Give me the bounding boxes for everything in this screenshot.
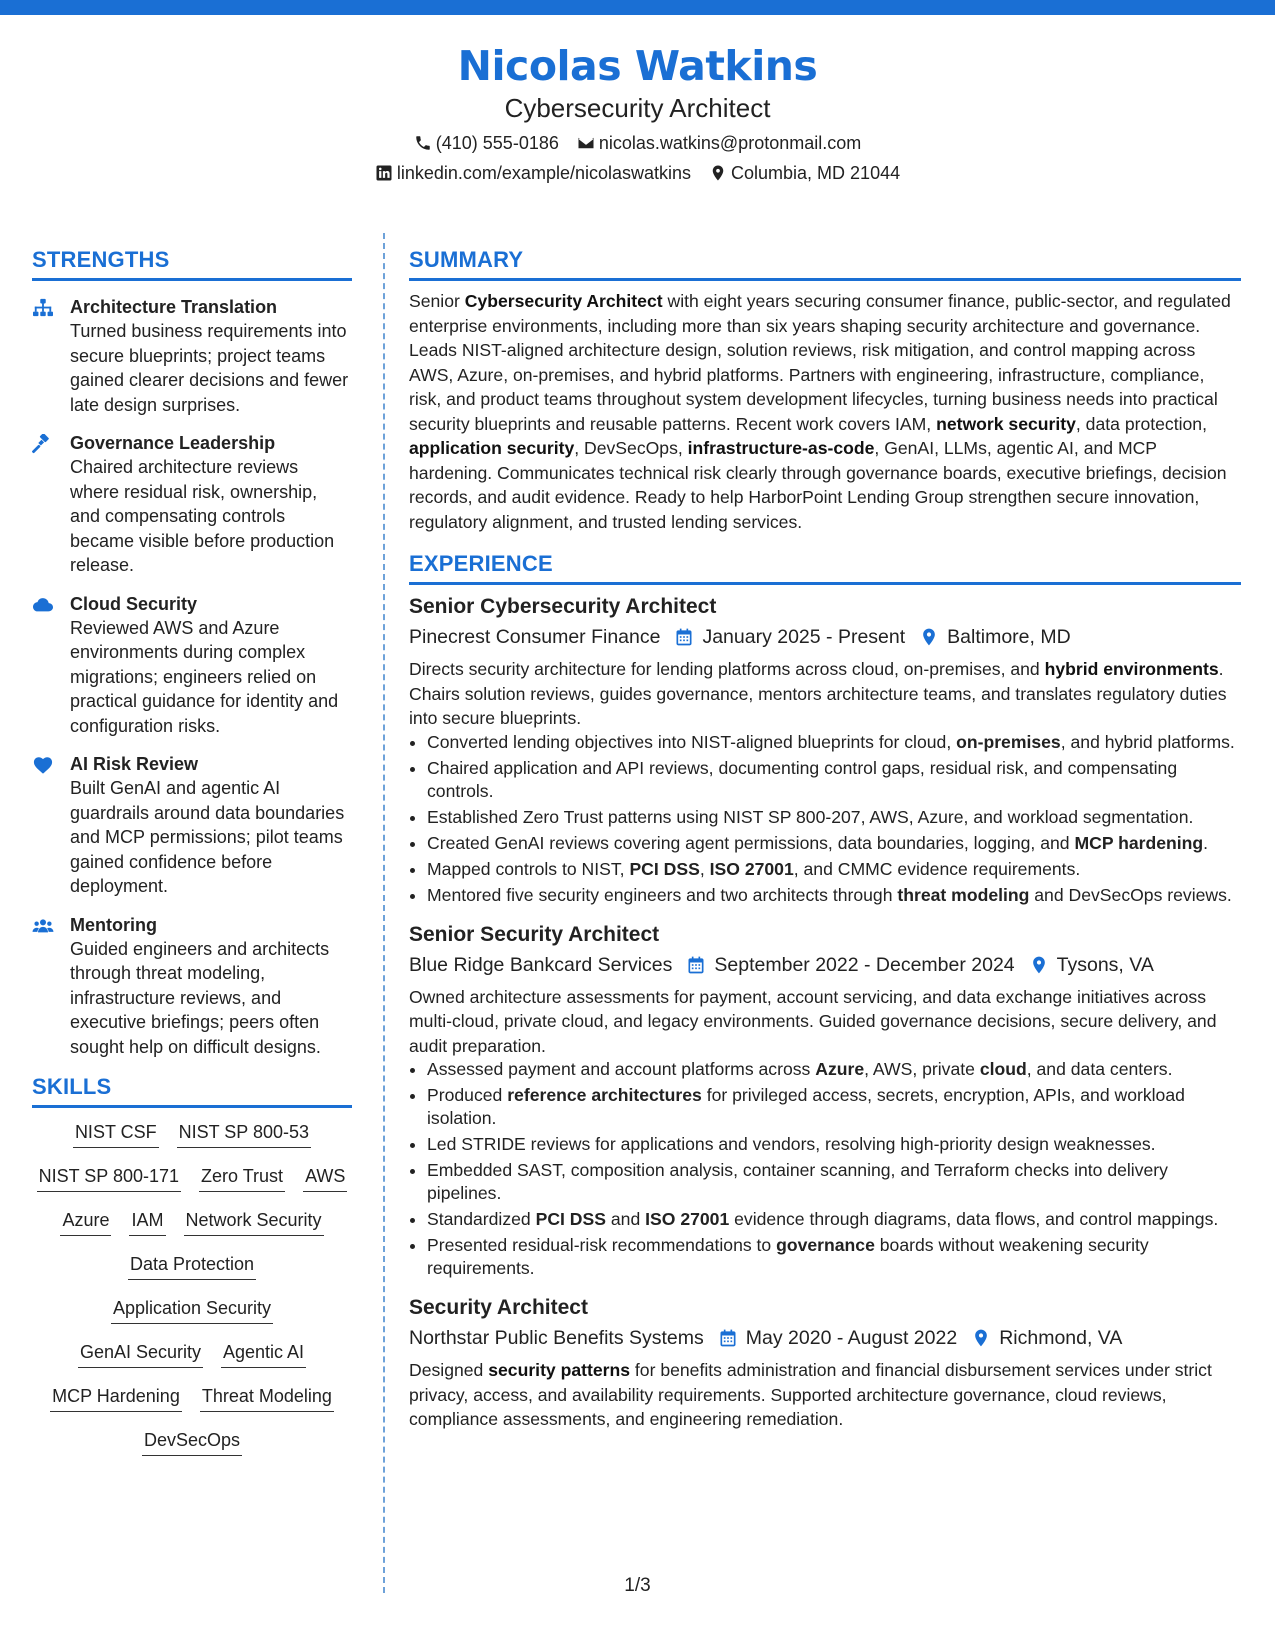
text-run: for benefits administration and financial disbursement services under strict privacy, access, and availability requirements. Supported architecture governance, cloud reviews, compliance assessments, and engineering remediation. — [409, 1360, 1212, 1429]
job-meta — [409, 623, 1241, 651]
job-bullet — [427, 832, 1241, 855]
text-run: Mapped controls to NIST, — [427, 858, 630, 879]
bold-keyword: ISO 27001 — [709, 858, 794, 879]
job-location: Tysons, VA — [1056, 953, 1154, 976]
text-run: Converted lending objectives into NIST-aligned blueprints for cloud, — [427, 731, 957, 752]
job-bullets — [409, 1058, 1241, 1280]
job-title: Security Architect — [409, 1296, 588, 1319]
page-number: 1/3 — [624, 1575, 651, 1596]
resume-header — [0, 40, 1275, 186]
strength-item — [32, 431, 352, 578]
skill-tag: Zero Trust — [199, 1164, 285, 1192]
location-text: Columbia, MD 21044 — [731, 163, 901, 183]
summary-rule — [409, 278, 1241, 281]
text-run: Standardized — [427, 1209, 536, 1229]
bold-keyword: on-premises — [956, 731, 1061, 752]
job-description — [409, 1358, 1241, 1432]
linkedin-text[interactable]: linkedin.com/example/nicolaswatkins — [396, 163, 692, 183]
text-run: Senior — [409, 291, 465, 311]
phone-text: (410) 555-0186 — [435, 133, 559, 153]
skills-row — [32, 1120, 352, 1148]
job-entry — [409, 593, 1241, 907]
experience-rule — [409, 582, 1241, 585]
job-dates: September 2022 - December 2024 — [714, 953, 1015, 976]
experience-list — [409, 593, 1241, 1432]
skill-tag: Application Security — [111, 1296, 273, 1324]
skill-tag: Threat Modeling — [200, 1384, 334, 1412]
text-run: , AWS, private — [864, 1059, 980, 1079]
users-icon — [32, 916, 54, 936]
strength-title: AI Risk Review — [70, 754, 199, 774]
text-run: for privileged access, secrets, encryption, APIs, and workload isolation. — [427, 1085, 1185, 1128]
job-description — [409, 985, 1241, 1059]
bold-keyword: governance — [776, 1235, 875, 1255]
bold-keyword: PCI DSS — [535, 1209, 606, 1229]
job-bullet — [427, 1159, 1241, 1205]
text-run: Created GenAI reviews covering agent permissions, data boundaries, logging, and — [427, 832, 1075, 853]
strength-item — [32, 295, 352, 417]
calendar-icon-wrap — [718, 1328, 738, 1348]
strength-title: Governance Leadership — [70, 433, 276, 453]
skill-tag: AWS — [303, 1164, 347, 1192]
map-pin-icon-wrap — [919, 627, 939, 647]
job-bullet — [427, 1084, 1241, 1130]
text-run: Presented residual-risk recommendations to — [427, 1235, 777, 1255]
job-meta — [409, 1324, 1241, 1352]
job-bullet — [427, 1208, 1241, 1231]
cloud-icon — [32, 595, 54, 615]
strength-desc: Turned business requirements into secure blueprints; project teams gained clearer decisions and fewer late design surprises. — [70, 321, 349, 415]
text-run: . — [1203, 832, 1209, 853]
job-bullets — [409, 731, 1241, 907]
job-dates: May 2020 - August 2022 — [745, 1327, 958, 1349]
job-company: Blue Ridge Bankcard Services — [409, 953, 673, 976]
map-pin-icon — [919, 627, 939, 647]
calendar-icon — [686, 955, 706, 975]
bold-keyword: application security — [409, 438, 575, 458]
skill-tag: Network Security — [184, 1208, 324, 1236]
skill-tag: NIST SP 800-53 — [177, 1120, 311, 1148]
skill-tag: NIST CSF — [73, 1120, 159, 1148]
left-column — [32, 246, 352, 1472]
job-bullet — [427, 757, 1241, 803]
text-run: Led STRIDE reviews for applications and vendors, resolving high-priority design weaknesses. — [427, 1134, 1156, 1154]
skill-tag: NIST SP 800-171 — [37, 1164, 181, 1192]
text-run: Owned architecture assessments for payment, account servicing, and data exchange initiatives across multi-cloud, private cloud, and legacy environments. Guided governance decisions, secure delivery, and audit preparation. — [409, 986, 1217, 1056]
job-description — [409, 657, 1241, 731]
job-location: Richmond, VA — [999, 1327, 1123, 1349]
bold-keyword: ISO 27001 — [645, 1209, 730, 1229]
job-entry — [409, 921, 1241, 1281]
text-run: , and CMMC evidence requirements. — [793, 858, 1081, 879]
skills-list — [32, 1120, 352, 1456]
skills-rule — [32, 1105, 352, 1108]
job-bullet — [427, 731, 1241, 754]
contact-row-2 — [0, 160, 1275, 186]
strengths-rule — [32, 278, 352, 281]
text-run: , DevSecOps, — [574, 438, 688, 458]
text-run: Produced — [427, 1085, 508, 1105]
job-bullet — [427, 1058, 1241, 1081]
bold-keyword: threat modeling — [897, 884, 1030, 905]
text-run: . Chairs solution reviews, guides governance, mentors architecture teams, and translates regulatory duties into secure blueprints. — [409, 659, 1227, 728]
skill-tag: Azure — [60, 1208, 111, 1236]
job-location: Baltimore, MD — [947, 626, 1071, 648]
text-run: boards without weakening security requirements. — [427, 1235, 1149, 1278]
skill-tag: Data Protection — [128, 1252, 256, 1280]
text-run: , GenAI, LLMs, agentic AI, and MCP hardening. Communicates technical risk clearly through governance boards, executive briefings, decision records, and audit evidence. Ready to help HarborPoint Lending Group strengthen secure innovation, regulatory alignment, and trusted lending services. — [409, 438, 1227, 532]
skill-tag: DevSecOps — [142, 1428, 242, 1456]
bold-keyword: cloud — [979, 1059, 1027, 1079]
linkedin-icon — [375, 164, 393, 182]
skills-row — [32, 1428, 352, 1456]
text-run: Directs security architecture for lending platforms across cloud, on-premises, and — [409, 659, 1045, 679]
job-bullet — [427, 1234, 1241, 1280]
heart-icon — [32, 755, 54, 775]
strength-desc: Reviewed AWS and Azure environments during complex migrations; engineers relied on practical guidance for identity and configuration risks. — [70, 617, 339, 736]
skill-tag: MCP Hardening — [50, 1384, 182, 1412]
right-column — [409, 246, 1241, 1432]
strength-title: Cloud Security — [70, 593, 198, 614]
strength-title: Architecture Translation — [70, 297, 278, 317]
phone-icon — [414, 134, 432, 152]
job-title: Senior Cybersecurity Architect — [409, 595, 717, 618]
text-run: with eight years securing consumer finance, public-sector, and regulated enterprise environments, including more than six years shaping security architecture and governance. Leads NIST-aligned architecture design, solution reviews, risk mitigation, and control mapping across AWS, Azure, on-premises, and hybrid platforms. Partners with engineering, infrastructure, compliance, risk, and product teams throughout system development lifecycles, turning business needs into practical security blueprints and reusable patterns. Recent work covers IAM, — [409, 291, 1231, 434]
top-accent-bar — [0, 0, 1275, 15]
text-run: , and data centers. — [1026, 1059, 1173, 1079]
job-entry — [409, 1294, 1241, 1432]
map-pin-icon — [971, 1328, 991, 1348]
map-pin-icon — [1029, 955, 1049, 975]
email-text[interactable]: nicolas.watkins@protonmail.com — [598, 133, 862, 153]
summary-heading: SUMMARY — [409, 247, 524, 272]
summary-text — [409, 289, 1241, 534]
bold-keyword: network security — [936, 413, 1076, 434]
sitemap-icon — [32, 298, 54, 318]
text-run: , and hybrid platforms. — [1060, 731, 1235, 752]
strengths-heading: STRENGTHS — [32, 247, 170, 272]
bold-keyword: reference architectures — [507, 1085, 702, 1105]
email-item[interactable] — [577, 130, 861, 156]
calendar-icon-wrap — [686, 955, 706, 975]
text-run: and DevSecOps reviews. — [1029, 884, 1232, 905]
text-run: , data protection, — [1075, 413, 1207, 434]
skills-row — [32, 1208, 352, 1236]
job-bullet — [427, 858, 1241, 881]
strength-item — [32, 752, 352, 899]
text-run: Assessed payment and account platforms across — [427, 1059, 816, 1079]
job-bullet — [427, 884, 1241, 907]
text-run: Embedded SAST, composition analysis, container scanning, and Terraform checks into delivery pipelines. — [427, 1160, 1168, 1203]
calendar-icon-wrap — [674, 627, 694, 647]
text-run: , — [699, 858, 710, 879]
job-dates: January 2025 - Present — [702, 626, 906, 648]
job-company: Pinecrest Consumer Finance — [409, 626, 661, 648]
skill-tag: IAM — [129, 1208, 165, 1236]
skills-row — [32, 1164, 352, 1192]
text-run: evidence through diagrams, data flows, and control mappings. — [729, 1209, 1219, 1229]
bold-keyword: Azure — [815, 1059, 865, 1079]
skill-tag: Agentic AI — [221, 1340, 306, 1368]
strength-desc: Guided engineers and architects through threat modeling, infrastructure reviews, and executive briefings; peers often sought help on difficult designs. — [70, 938, 330, 1057]
calendar-icon — [718, 1328, 738, 1348]
contact-row-1 — [0, 130, 1275, 156]
calendar-icon — [674, 627, 694, 647]
candidate-name: Nicolas Watkins — [457, 42, 818, 90]
strength-title: Mentoring — [70, 914, 157, 935]
strength-item — [32, 913, 352, 1060]
strength-desc: Built GenAI and agentic AI guardrails around data boundaries and MCP permissions; pilot teams gained confidence before deployment. — [70, 778, 345, 896]
bold-keyword: MCP hardening — [1074, 832, 1204, 853]
strength-item — [32, 592, 352, 739]
bold-keyword: PCI DSS — [629, 858, 700, 879]
strength-desc: Chaired architecture reviews where residual risk, ownership, and compensating controls became visible before production release. — [70, 457, 335, 575]
phone-item — [414, 130, 559, 156]
skills-heading: SKILLS — [32, 1074, 112, 1099]
linkedin-item[interactable] — [375, 160, 691, 186]
map-pin-icon — [709, 164, 727, 182]
bold-keyword: infrastructure-as-code — [687, 438, 875, 458]
skill-tag: GenAI Security — [78, 1340, 203, 1368]
text-run: Mentored five security engineers and two architects through — [427, 884, 898, 905]
job-bullet — [427, 1133, 1241, 1156]
job-title: Senior Security Architect — [409, 922, 660, 946]
experience-heading: EXPERIENCE — [409, 551, 553, 576]
column-divider — [383, 233, 385, 1593]
job-company: Northstar Public Benefits Systems — [409, 1327, 704, 1349]
map-pin-icon-wrap — [971, 1328, 991, 1348]
skills-row — [32, 1252, 352, 1280]
text-run: Chaired application and API reviews, documenting control gaps, residual risk, and compensating controls. — [427, 757, 1178, 801]
bold-keyword: security patterns — [488, 1360, 631, 1380]
map-pin-icon-wrap — [1029, 955, 1049, 975]
skills-row — [32, 1340, 352, 1368]
bold-keyword: hybrid environments — [1044, 659, 1219, 679]
candidate-title: Cybersecurity Architect — [504, 93, 771, 123]
skills-row — [32, 1296, 352, 1324]
location-item — [709, 160, 900, 186]
job-bullet — [427, 806, 1241, 829]
bold-keyword: Cybersecurity Architect — [464, 291, 663, 311]
job-meta — [409, 951, 1241, 979]
text-run: Designed — [409, 1360, 489, 1380]
envelope-icon — [577, 134, 595, 152]
skills-row — [32, 1384, 352, 1412]
text-run: and — [605, 1209, 646, 1229]
text-run: Established Zero Trust patterns using NIST SP 800-207, AWS, Azure, and workload segmentation. — [427, 806, 1194, 827]
gavel-icon — [32, 434, 54, 454]
